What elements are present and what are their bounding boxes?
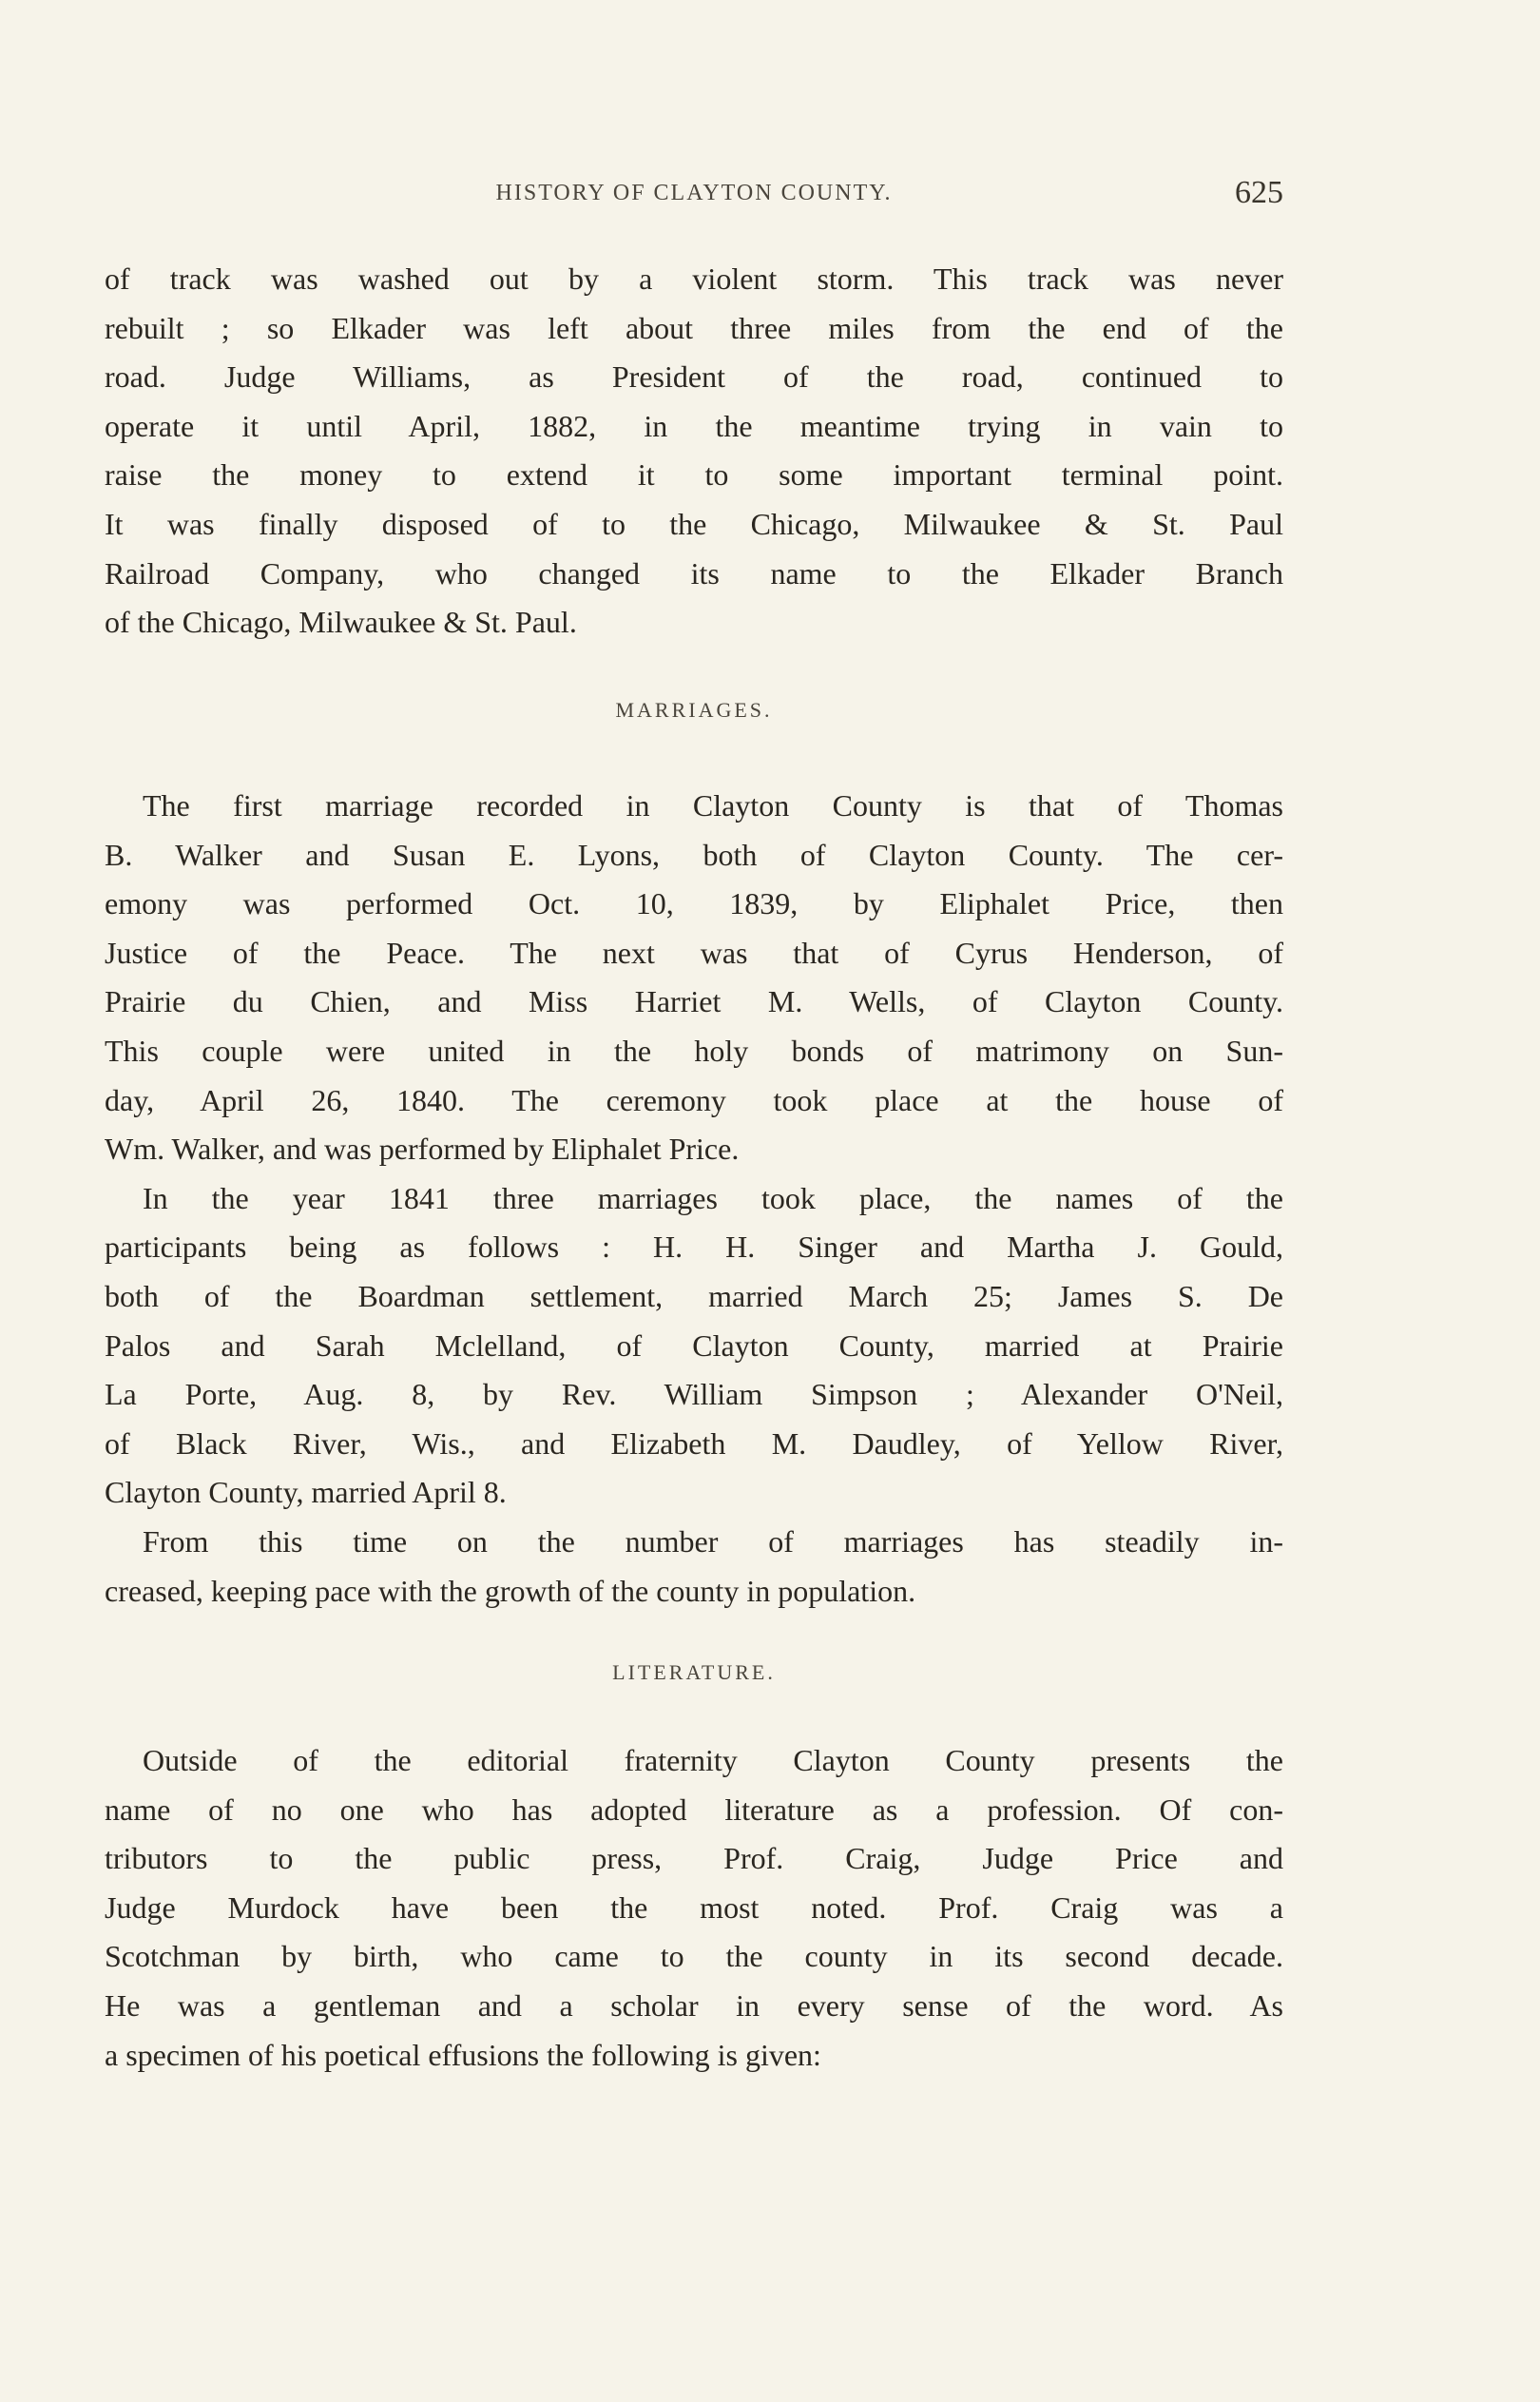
text-line: This couple were united in the holy bonds of matrimony on Sun- — [105, 1033, 1283, 1068]
text-line: rebuilt ; so Elkader was left about three miles from the end of the — [105, 310, 1283, 345]
text-line: of track was washed out by a violent storm. This track was never — [105, 262, 1283, 296]
text-line: Outside of the editorial fraternity Clayton County presents the — [143, 1743, 1283, 1777]
text-line: It was finally disposed of to the Chicago, Milwaukee & St. Paul — [105, 506, 1283, 541]
section-heading-literature: LITERATURE. — [612, 1660, 776, 1684]
text-line: He was a gentleman and a scholar in every sense of the word. As — [105, 1987, 1283, 2023]
text-line: Clayton County, married April 8. — [105, 1475, 507, 1510]
text-line: B. Walker and Susan E. Lyons, both of Clayton County. The cer- — [105, 837, 1283, 872]
text-line: raise the money to extend it to some important terminal point. — [105, 457, 1283, 493]
section-heading-marriages: MARRIAGES. — [615, 698, 773, 722]
text-line: of the Chicago, Milwaukee & St. Paul. — [105, 605, 577, 640]
text-line: From this time on the number of marriages has steadily in- — [143, 1523, 1283, 1559]
text-line: of Black River, Wis., and Elizabeth M. Daudley, of Yellow River, — [105, 1425, 1283, 1461]
text-line: road. Judge Williams, as President of the road, continued to — [105, 359, 1283, 395]
text-line: tributors to the public press, Prof. Craig, Judge Price and — [105, 1841, 1283, 1876]
text-line: Railroad Company, who changed its name to the Elkader Branch — [105, 555, 1283, 591]
page-number: 625 — [1235, 175, 1283, 210]
paragraph-literature — [105, 1736, 1283, 2080]
text-line: La Porte, Aug. 8, by Rev. William Simpson ; Alexander O'Neil, — [105, 1377, 1283, 1412]
text-line: day, April 26, 1840. The ceremony took place at the house of — [105, 1082, 1283, 1117]
text-line: participants being as follows : H. H. Singer and Martha J. Gould, — [105, 1230, 1283, 1265]
text-line: Wm. Walker, and was performed by Eliphalet Price. — [105, 1132, 740, 1167]
text-line: Scotchman by birth, who came to the county in its second decade. — [105, 1939, 1283, 1974]
text-line: both of the Boardman settlement, married March 25; James S. De — [105, 1278, 1283, 1313]
text-line: The first marriage recorded in Clayton County is that of Thomas — [143, 788, 1283, 823]
text-line: a specimen of his poetical effusions the following is given: — [105, 2037, 821, 2072]
paragraph-railroad — [105, 255, 1283, 648]
text-line: Judge Murdock have been the most noted. Prof. Craig was a — [105, 1889, 1283, 1925]
running-title: HISTORY OF CLAYTON COUNTY. — [495, 181, 893, 205]
text-line: operate it until April, 1882, in the meantime trying in vain to — [105, 408, 1283, 443]
running-head — [105, 175, 1283, 219]
text-line: name of no one who has adopted literature as a profession. Of con- — [105, 1792, 1283, 1827]
text-line: Palos and Sarah Mclelland, of Clayton County, married at Prairie — [105, 1327, 1283, 1363]
text-line: In the year 1841 three marriages took place, the names of the — [143, 1180, 1283, 1215]
text-line: Justice of the Peace. The next was that of Cyrus Henderson, of — [105, 935, 1283, 970]
paragraph-marriages-first — [105, 782, 1283, 1616]
text-line: emony was performed Oct. 10, 1839, by Eliphalet Price, then — [105, 886, 1283, 921]
text-line: creased, keeping pace with the growth of the county in population. — [105, 1573, 916, 1608]
text-line: Prairie du Chien, and Miss Harriet M. Wells, of Clayton County. — [105, 984, 1283, 1019]
